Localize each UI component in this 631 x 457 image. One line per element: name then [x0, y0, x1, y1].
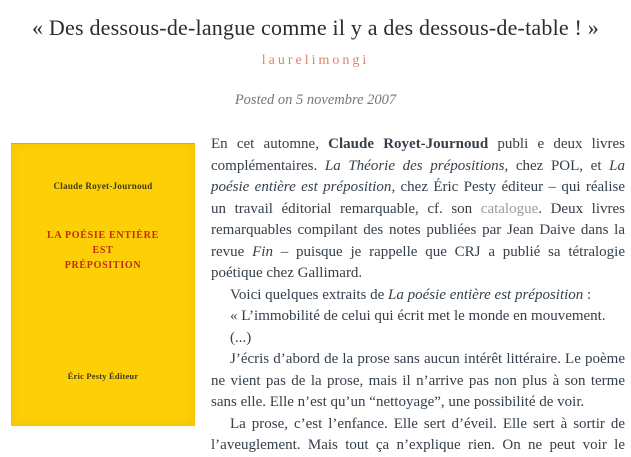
book-title-italic: La Théorie des prépositions [324, 157, 505, 174]
book-cover-image[interactable] [11, 143, 195, 426]
book-title-italic: La poésie entière est préposition [211, 157, 625, 195]
article-paragraph: La prose, c’est l’enfance. Elle sert d’éveil. Elle sert à sortir de l’aveuglement. Mais tout ça n’explique rien. On ne peut voir le [211, 415, 625, 453]
article-text [211, 134, 625, 457]
article-paragraph [211, 134, 625, 285]
text-segment: Voici quelques extraits de [230, 286, 389, 303]
text-segment: , chez Éric Pesty éditeur – qui réalise un travail éditorial remarquable, cf. son [211, 179, 625, 217]
text-segment: : [583, 286, 592, 303]
post-date: Posted on 5 novembre 2007 [234, 92, 397, 108]
cover-publisher: Éric Pesty Éditeur [67, 371, 139, 381]
text-segment: En cet automne, [211, 136, 329, 152]
article-paragraph: (...) [230, 329, 252, 346]
cover-author: Claude Royet-Journoud [53, 181, 153, 191]
post-header [0, 0, 631, 108]
article-paragraph [211, 285, 625, 307]
cover-title-line: LA POÉSIE ENTIÈRE [47, 230, 159, 241]
cover-title-line: EST [92, 245, 114, 256]
site-title-link[interactable]: laurelimongi [261, 53, 370, 68]
text-segment: – puisque je rappelle que CRJ a publié sa tétralogie poétique chez Gallimard. [211, 243, 625, 281]
text-segment: publi e deux livres complémentaires. [211, 136, 625, 174]
post-content [0, 134, 631, 457]
text-segment: , chez POL, et [504, 157, 610, 174]
text-segment: . Deux livres remarquables compilant des notes publiées par Jean Daive dans la revue [211, 200, 625, 260]
article-paragraph: J’écris d’abord de la prose sans aucun intérêt littéraire. Le poème ne vient pas de la prose, mais il n’arrive pas non plus à son terme sans elle. Elle n’est qu’un “nettoyage”, une possibilité de voir. [211, 351, 625, 410]
cover-book-title [11, 228, 195, 273]
catalogue-link[interactable]: catalogue [480, 200, 539, 217]
author-name-bold: Claude Royet-Journoud [328, 136, 489, 152]
article-paragraph: « L’immobilité de celui qui écrit met le monde en mouvement. [230, 308, 606, 324]
cover-title-line: PRÉPOSITION [64, 260, 142, 271]
journal-title-italic: Fin [252, 243, 273, 260]
post-title: « Des dessous-de-langue comme il y a des dessous-de-table ! » [32, 15, 599, 40]
book-title-italic: La poésie entière est préposition [388, 286, 584, 303]
